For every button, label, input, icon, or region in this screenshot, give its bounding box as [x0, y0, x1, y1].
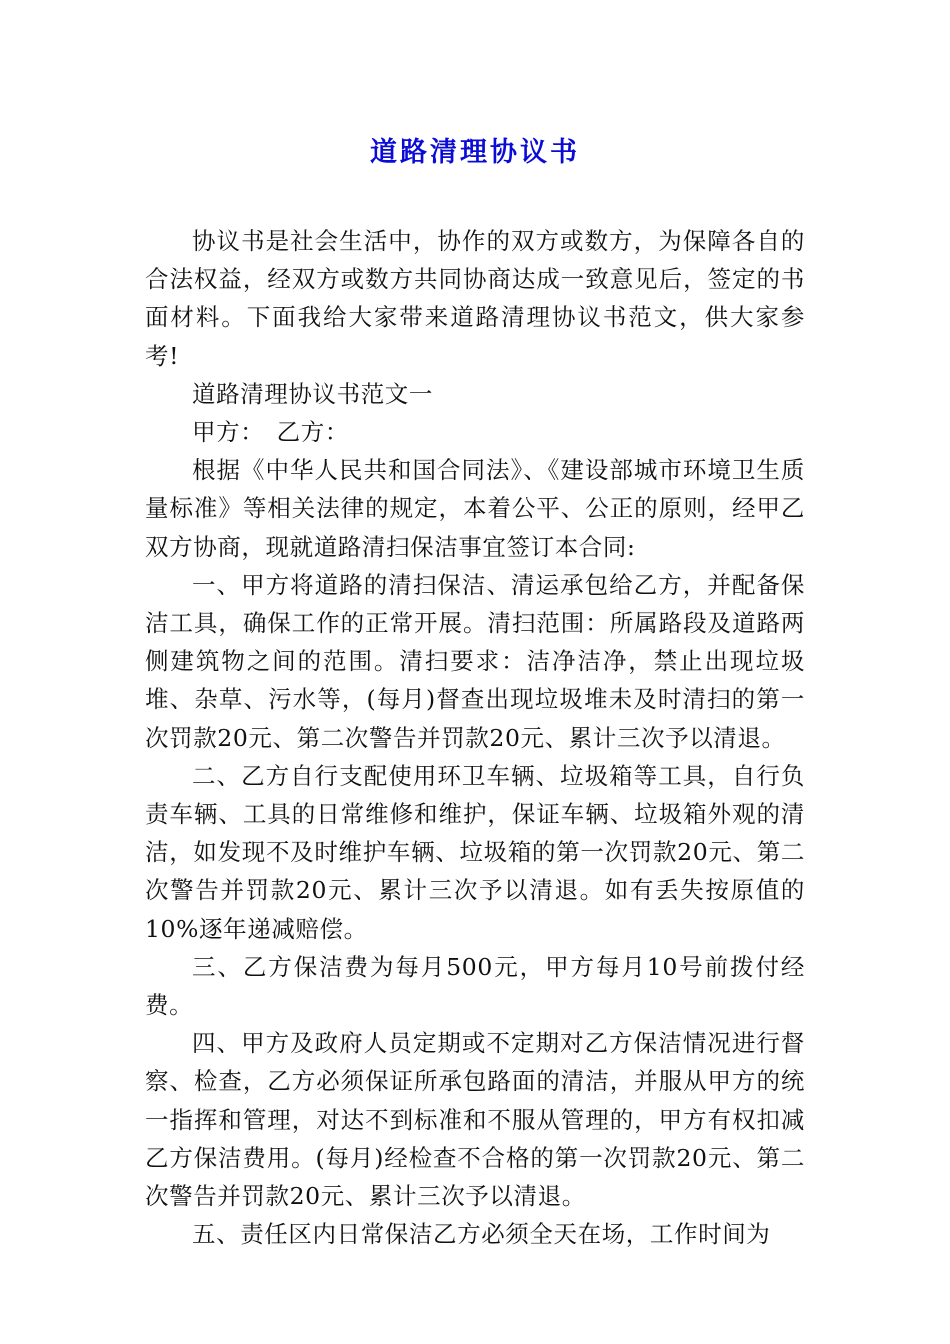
paragraph-clause-5: 五、责任区内日常保洁乙方必须全天在场，工作时间为	[192, 1220, 771, 1249]
paragraph-sample-heading: 道路清理协议书范文一	[192, 379, 433, 408]
paragraph-clause-4: 四、甲方及政府人员定期或不定期对乙方保洁情况进行督察、检查，乙方必须保证所承包路面的清洁，并服从甲方的统一指挥和管理，对达不到标准和不服从管理的，甲方有权扣减乙方保洁费用。(每月)经检查不合格的第一次罚款20元、第二次警告并罚款20元、累计三次予以清退。	[145, 1029, 805, 1211]
paragraph-clause-2: 二、乙方自行支配使用环卫车辆、垃圾箱等工具，自行负责车辆、工具的日常维修和维护，保证车辆、垃圾箱外观的清洁，如发现不及时维护车辆、垃圾箱的第一次罚款20元、第二次警告并罚款20元、累计三次予以清退。如有丢失按原值的10%逐年递减赔偿。	[145, 761, 805, 943]
paragraph-clause-1: 一、甲方将道路的清扫保洁、清运承包给乙方，并配备保洁工具，确保工作的正常开展。清扫范围：所属路段及道路两侧建筑物之间的范围。清扫要求：洁净洁净，禁止出现垃圾堆、杂草、污水等，(每月)督查出现垃圾堆未及时清扫的第一次罚款20元、第二次警告并罚款20元、累计三次予以清退。	[145, 570, 805, 752]
document-body	[145, 222, 805, 1253]
paragraph-intro: 协议书是社会生活中，协作的双方或数方，为保障各自的合法权益，经双方或数方共同协商达成一致意见后，签定的书面材料。下面我给大家带来道路清理协议书范文，供大家参考!	[145, 227, 805, 370]
document-title: 道路清理协议书	[370, 137, 580, 168]
paragraph-legal-basis: 根据《中华人民共和国合同法》、《建设部城市环境卫生质量标准》等相关法律的规定，本着公平、公正的原则，经甲乙双方协商，现就道路清扫保洁事宜签订本合同:	[145, 456, 805, 561]
paragraph-parties: 甲方： 乙方：	[192, 418, 349, 447]
paragraph-clause-3: 三、乙方保洁费为每月500元，甲方每月10号前拨付经费。	[145, 952, 805, 1020]
